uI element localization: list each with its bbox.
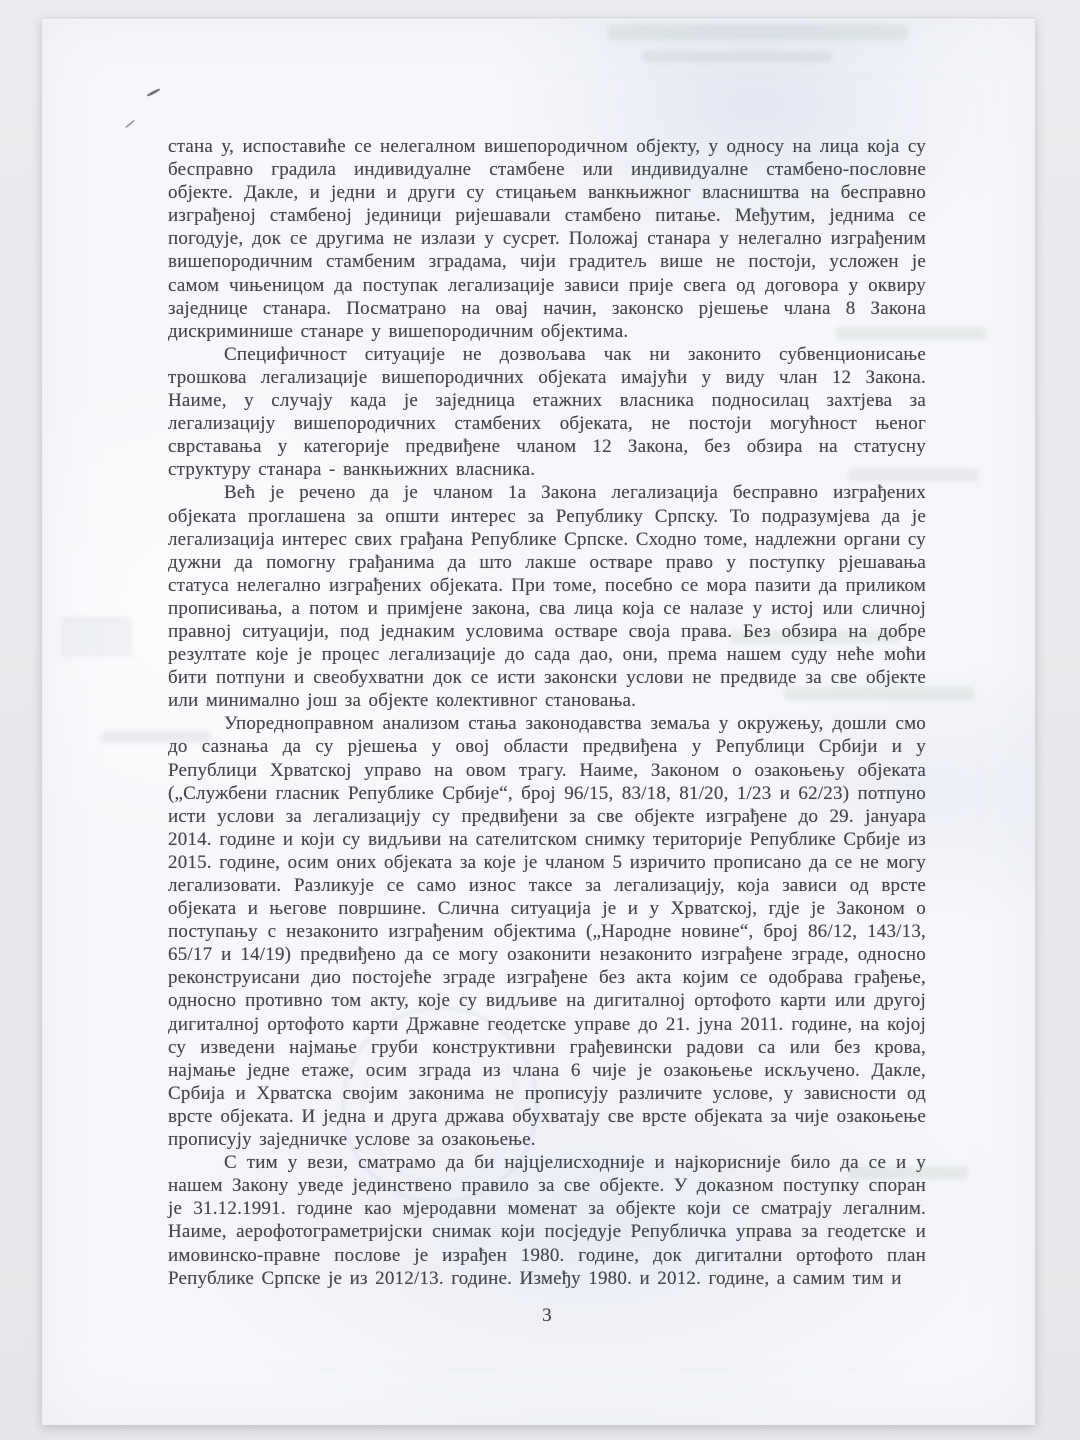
page-number: 3 [542,1304,552,1326]
ink-bleedthrough [608,25,908,40]
paragraph-4: Упоредноправном анализом стања законодавства земаља у окружењу, дошли смо до сазнања да су рјешења у овој области предвиђена у Републици Србији и у Републици Хрватској управо на овом трагу. Наиме, Законом о озакоњењу објеката („Службени гласник Републике Србије“, број 96/15, 83/18, 81/20, 1/23 и 62/23) потпуно исти услови за легализацију су предвиђени за све објекте изграђене до 29. јануара 2014. године и који су видљиви на сателитском снимку територије Републике Србије из 2015. године, осим оних објеката за које је чланом 5 изричито прописано да се не могу легализовати. Разликује се само износ таксе за легализацију, која зависи од врсте објеката и његове површине. Слична ситуација је и у Хрватској, гдје је Законом о поступању с незаконито изграђеним објектима („Народне новине“, број 86/12, 143/13, 65/17 и 14/19) предвиђено да се могу озаконити незаконито изграђене зграде, односно реконструисани дио постојеће зграде изграђене без акта којим се одобрава грађење, односно противно том акту, које су видљиве на дигиталној ортофото карти или другој дигиталној ортофото карти Државне геодетске управе до 21. јуна 2011. године, на којој су изведени најмање груби конструктивни грађевински радови са или без крова, најмање једне етаже, осим зграда из члана 6 чије је озакоњење искључено. Дакле, Србија и Хрватска својим законима не прописују различите услове, у зависности од врсте објеката. И једна и друга држава обухватају све врсте објеката за чије озакоњење прописују заједничке услове за озакоњење. [168,713,926,1151]
staple-mark [146,88,161,98]
document-page [42,18,1035,1425]
staple-mark [125,119,135,128]
paragraph-2: Специфичност ситуације не дозвољава чак ни законито субвенционисање трошкова легализације вишепородичних објеката имајући у виду члан 12 Закона. Наиме, у случају када је заједница етажних власника подносилац захтјева за легализацију вишепородичних стамбених објеката, не постоји могућност њеног сврставања у категорије предвиђене чланом 12 Закона, без обзира на статусну структуру станара - ванкњижних власника. [168,343,926,481]
ink-bleedthrough [642,51,832,62]
paragraph-3: Већ је речено да је чланом 1а Закона легализација бесправно изграђених објеката проглашена за општи интерес за Републику Српску. То подразумјева да је легализација интерес свих грађана Републике Српске. Сходно томе, надлежни органи су дужни да помогну грађанима да што лакше остваре право у поступку рјешавања статуса нелегално изграђених објеката. При томе, посебно се мора пазити да приликом прописивања, а потом и примјене закона, сва лица која се налазе у истој или сличној правној ситуацији, под једнаким условима остваре своја права. Без обзира на добре резултате које је процес легализације до сада дао, они, према нашем суду неће моћи бити потпуни и свеобухватни док се исти законски услови не предвиде за све објекте или минимално још за објекте колективног становања. [168,482,926,712]
document-body [168,135,926,1327]
ink-bleedthrough [62,617,132,657]
paragraph-5: С тим у вези, сматрамо да би најцјелисходније и најкорисније било да се и у нашем Закону уведе јединствено правило за све објекте. У доказном поступку споран је 31.12.1991. године као мјеродавни моменат за објекте који се сматрају легалним. Наиме, аерофотограметријски снимак који посједује Републичка управа за геодетске и имовинско-правне послове је израђен 1980. године, док дигитални ортофото план Републике Српске је из 2012/13. године. Између 1980. и 2012. године, а самим тим и [168,1152,926,1289]
paragraph-1: стана у, испоставиће се нелегалном вишепородичном објекту, у односу на лица која су бесправно градила индивидуалне стамбене или индивидуалне стамбено-пословне објекте. Дакле, и једни и други су стицањем ванкњижног власништва на бесправно изграђеној стамбеној јединици ријешавали стамбено питање. Међутим, једнима се погодује, док се другима не излази у сусрет. Положај станара у нелегално изграђеним вишепородичним стамбеним зградама, чији градитељ више не постоји, усложен је самом чињеницом да поступак легализације зависи прије свега од договора у оквиру заједнице станара. Посматрано на овај начин, законско рјешење члана 8 Закона дискриминише станаре у вишепородичним објектима. [168,136,926,342]
